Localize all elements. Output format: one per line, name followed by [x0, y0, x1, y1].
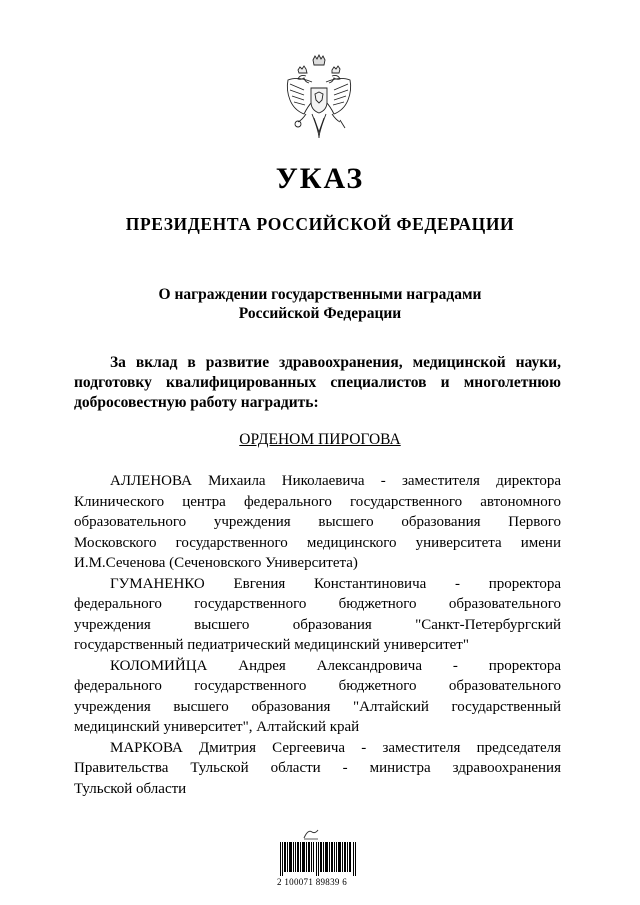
recipient-line: учреждения высшего образования "Алтайский государственный	[74, 698, 561, 715]
recipient-entry	[74, 574, 561, 656]
coat-of-arms-emblem-icon	[276, 52, 362, 144]
decree-title: УКАЗ	[275, 162, 365, 195]
recipient-line: образовательного учреждения высшего образования Первого	[74, 514, 561, 530]
award-name: ОРДЕНОМ ПИРОГОВА	[239, 431, 401, 448]
preamble-line: подготовку квалифицированных специалистов и многолетнюю	[74, 374, 561, 391]
recipient-line: КОЛОМИЙЦА Андрея Александровича - проректора	[110, 657, 561, 674]
recipients-list	[74, 471, 561, 799]
decree-preamble	[74, 353, 561, 413]
recipient-line: Клинического центра федерального государственного автономного	[74, 493, 561, 510]
recipient-line: государственный педиатрический медицинский университет"	[74, 637, 469, 653]
recipient-line: учреждения высшего образования "Санкт-Петербургский	[74, 616, 561, 633]
preamble-line: добросовестную работу наградить:	[74, 394, 319, 411]
recipient-line: И.М.Сеченова (Сеченовского Университета)	[74, 555, 358, 571]
recipient-line: федерального государственного бюджетного образовательного	[74, 596, 561, 612]
publisher-logo-icon	[302, 828, 320, 841]
subject-line: О награждении государственными наградами	[158, 286, 482, 303]
recipient-line: Правительства Тульской области - министра здравоохранения	[74, 760, 561, 776]
recipient-line: МАРКОВА Дмитрия Сергеевича - заместителя председателя	[110, 739, 561, 756]
subject-line: Российской Федерации	[238, 305, 402, 322]
recipient-line: Московского государственного медицинского университета имени	[74, 534, 561, 551]
recipient-entry	[74, 471, 561, 574]
recipient-line: медицинский университет", Алтайский край	[74, 719, 360, 735]
recipient-line: Тульской области	[74, 780, 187, 797]
issuer-subtitle: ПРЕЗИДЕНТА РОССИЙСКОЙ ФЕДЕРАЦИИ	[125, 214, 515, 234]
recipient-entry	[74, 738, 561, 800]
recipient-entry	[74, 656, 561, 738]
recipient-line: ГУМАНЕНКО Евгения Константиновича - проректора	[110, 575, 561, 592]
preamble-line: За вклад в развитие здравоохранения, медицинской науки,	[110, 354, 561, 371]
decree-subject	[0, 285, 640, 323]
recipient-line: АЛЛЕНОВА Михаила Николаевича - заместителя директора	[110, 473, 561, 489]
barcode-icon	[280, 842, 356, 876]
barcode-number: 2 100071 89839 6	[277, 877, 348, 887]
recipient-line: федерального государственного бюджетного образовательного	[74, 678, 561, 694]
